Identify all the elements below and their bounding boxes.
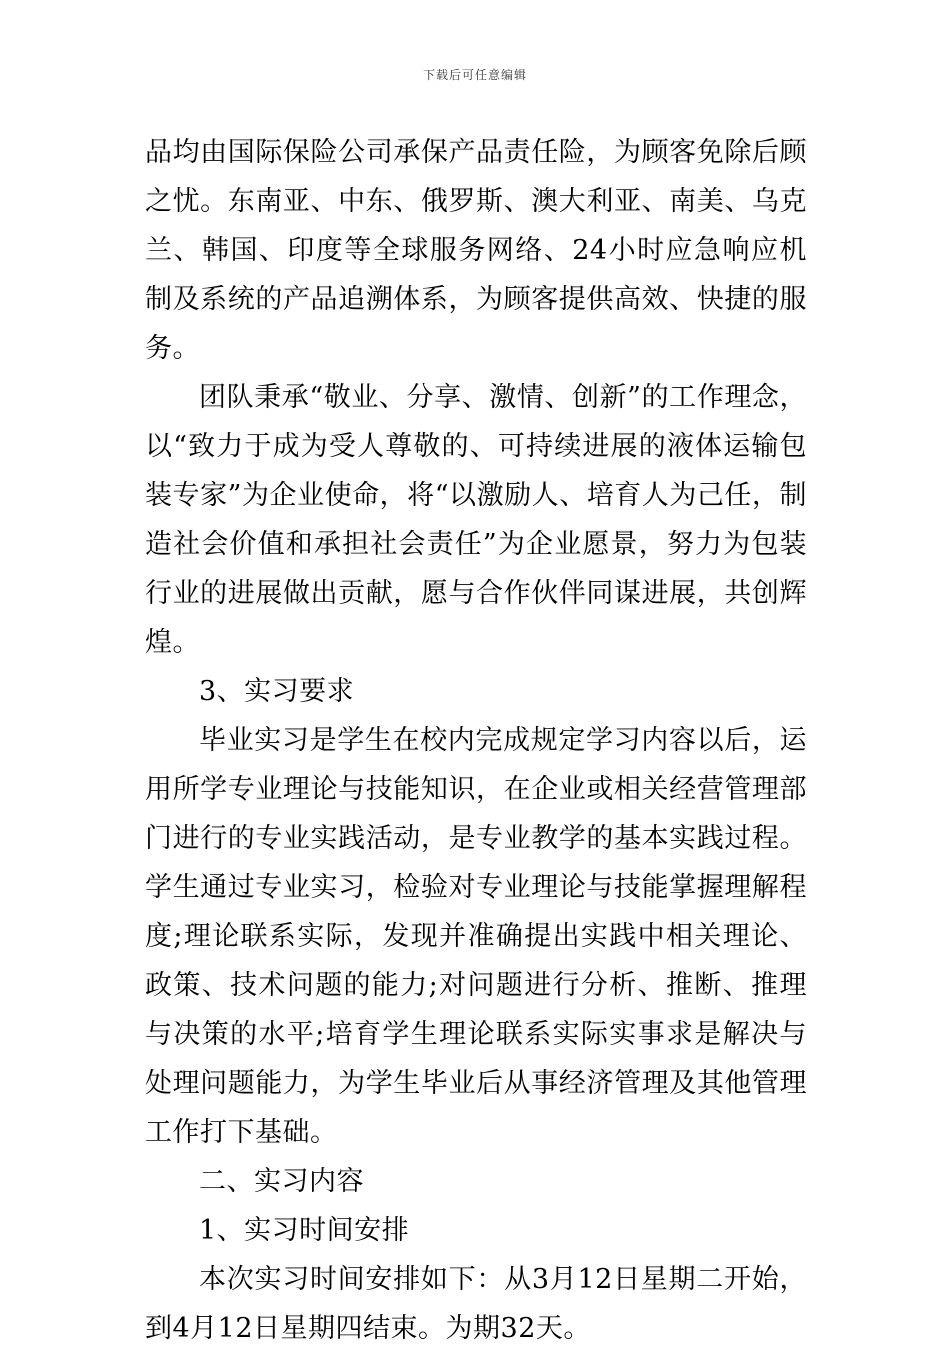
paragraph-3: 毕业实习是学生在校内完成规定学习内容以后，运用所学专业理论与技能知识，在企业或相关经营管理部门进行的专业实践活动，是专业教学的基本实践过程。学生通过专业实习，检验对专业理论与技能掌握理解程度;理论联系实际，发现并准确提出实践中相关理论、政策、技术问题的能力;对问题进行分析、推断、推理与决策的水平;培育学生理论联系实际实事求是解决与处理问题能力，为学生毕业后从事经济管理及其他管理工作打下基础。 <box>145 725 807 1148</box>
document-body <box>145 128 807 1353</box>
paragraph-2: 团队秉承“敬业、分享、激情、创新”的工作理念，以“致力于成为受人尊敬的、可持续进展的液体运输包装专家”为企业使命，将“以激励人、培育人为己任，制造社会价值和承担社会责任”为企业愿景，努力为包装行业的进展做出贡献，愿与合作伙伴同谋进展，共创辉煌。 <box>145 382 807 658</box>
section-heading-internship-content: 二、实习内容 <box>199 1166 364 1197</box>
paragraph-4: 本次实习时间安排如下：从3月12日星期二开始，到4月12日星期四结束。为期32天。 <box>145 1264 807 1344</box>
paragraph-1: 品均由国际保险公司承保产品责任险，为顾客免除后顾之忧。东南亚、中东、俄罗斯、澳大利亚、南美、乌克兰、韩国、印度等全球服务网络、24小时应急响应机制及系统的产品追溯体系，为顾客提供高效、快捷的服务。 <box>145 137 807 364</box>
section-heading-schedule: 1、实习时间安排 <box>199 1215 410 1246</box>
header-note: 下载后可任意编辑 <box>422 68 527 82</box>
section-heading-internship-requirements: 3、实习要求 <box>199 676 355 707</box>
